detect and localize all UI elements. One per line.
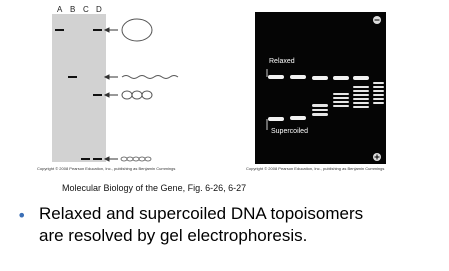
left-copyright: Copyright © 2008 Pearson Education, Inc., publishing as Benjamin Cummings [37, 166, 176, 171]
bullet-line-2: are resolved by gel electrophoresis. [39, 226, 308, 245]
bullet-marker: • [17, 206, 27, 225]
band-d-supercoiled [93, 158, 102, 160]
lane-label-d: D [96, 5, 102, 14]
band-c-supercoiled [81, 158, 90, 160]
right-copyright: Copyright © 2008 Pearson Education, Inc., publishing as Benjamin Cummings [246, 166, 385, 171]
relaxed-circle-icon [122, 19, 152, 41]
band-a-relaxed [55, 29, 64, 31]
relaxed-label: Relaxed [269, 58, 295, 65]
lane-label-a: A [57, 5, 63, 14]
supercoiled-loops-icon [121, 157, 151, 161]
bullet-line-1: Relaxed and supercoiled DNA topoisomers [39, 204, 364, 223]
wavy-dna-icon [122, 76, 178, 79]
lane-label-c: C [83, 5, 89, 14]
supercoiled-label: Supercoiled [271, 128, 308, 135]
lane-label-b: B [70, 5, 76, 14]
intermediate-loops-icon [122, 91, 152, 99]
band-d-relaxed [93, 29, 102, 31]
figure-caption: Molecular Biology of the Gene, Fig. 6-26, 6-27 [62, 183, 247, 193]
bullet-text [39, 203, 444, 247]
band-d-intermediate [93, 94, 102, 96]
gel-photo-bands [255, 12, 386, 164]
band-b-nicked [68, 76, 77, 78]
